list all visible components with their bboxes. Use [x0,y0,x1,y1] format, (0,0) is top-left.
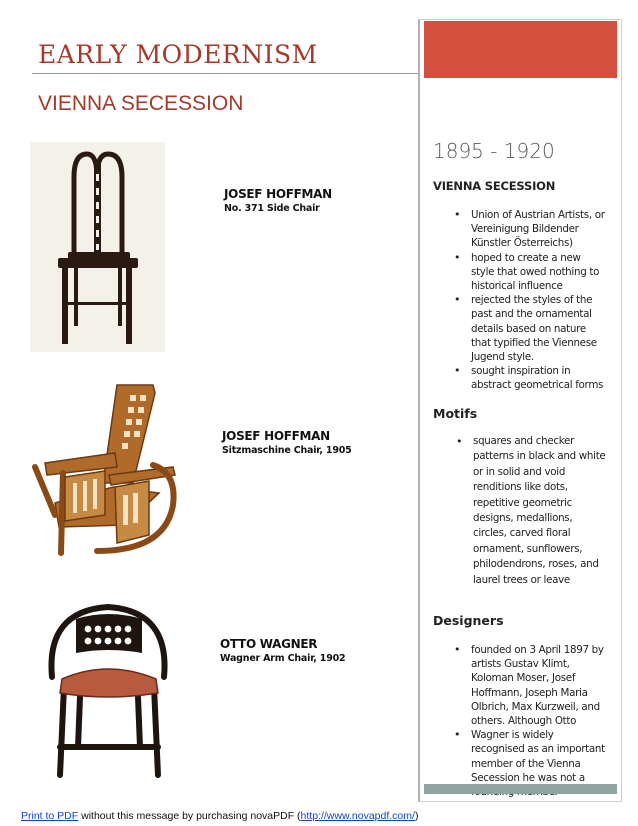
list-item: • Union of Austrian Artists, or Vereinigung Bildender Künstler Österreichs) [454,208,606,251]
caption-chair-3 [220,637,345,664]
section-heading-motifs: Motifs [433,406,478,421]
footer-text-end: ) [414,810,419,822]
footer-text: without this message by purchasing novaPDF ( [78,810,301,822]
title-divider [32,73,418,74]
list-item: • rejected the styles of the past and the ornamental details based on nature that typified the Viennese Jugend style. [454,293,606,364]
caption-chair-2 [222,429,352,456]
vienna-secession-list [454,208,606,393]
chair-description: No. 371 Side Chair [224,203,320,214]
section-heading-designers: Designers [433,613,504,628]
list-item: • sought inspiration in abstract geometrical forms [454,364,606,392]
list-item: • founded on 3 April 1897 by artists Gustav Klimt, Koloman Moser, Josef Hoffmann, Joseph Maria Olbrich, Max Kurzweil, and others. Although Otto [454,643,606,728]
years-heading: 1895 - 1920 [433,139,555,163]
chair-side-icon [30,142,165,352]
page-subtitle: VIENNA SECESSION [38,92,244,115]
sidebar-accent-bar [424,21,617,78]
chair-reclining-icon [25,375,183,573]
novapdf-url-link[interactable]: http://www.novapdf.com/ [300,810,415,822]
caption-chair-1 [224,187,332,214]
designer-name: JOSEF HOFFMAN [224,187,332,201]
chair-image-hoffmann-side-chair [30,142,165,352]
chair-description: Sitzmaschine Chair, 1905 [222,445,352,456]
designer-name: JOSEF HOFFMAN [222,429,330,443]
footer-note [21,810,418,822]
section-heading-vienna-secession: VIENNA SECESSION [433,179,556,193]
chair-image-sitzmaschine [25,375,183,573]
motifs-list [456,434,606,588]
sidebar-bottom-bar [424,784,617,794]
chair-image-wagner-armchair [42,597,177,783]
designer-name: OTTO WAGNER [220,637,318,651]
list-item: • Wagner is widely recognised as an important member of the Vienna Secession he was not a [454,728,606,799]
list-item: • hoped to create a new style that owed nothing to historical influence [454,251,606,294]
chair-description: Wagner Arm Chair, 1902 [220,653,346,664]
designers-list [454,643,606,799]
chair-armchair-icon [42,597,177,783]
page-title: EARLY MODERNISM [38,40,318,69]
print-to-pdf-link[interactable]: Print to PDF [21,810,79,822]
list-item: • squares and checker patterns in black and white or in solid and void renditions like dots, repetitive geometric designs, medallions, circles, carved floral ornament, sunflowers, philodendrons, roses, and laurel trees or leave [456,434,606,588]
